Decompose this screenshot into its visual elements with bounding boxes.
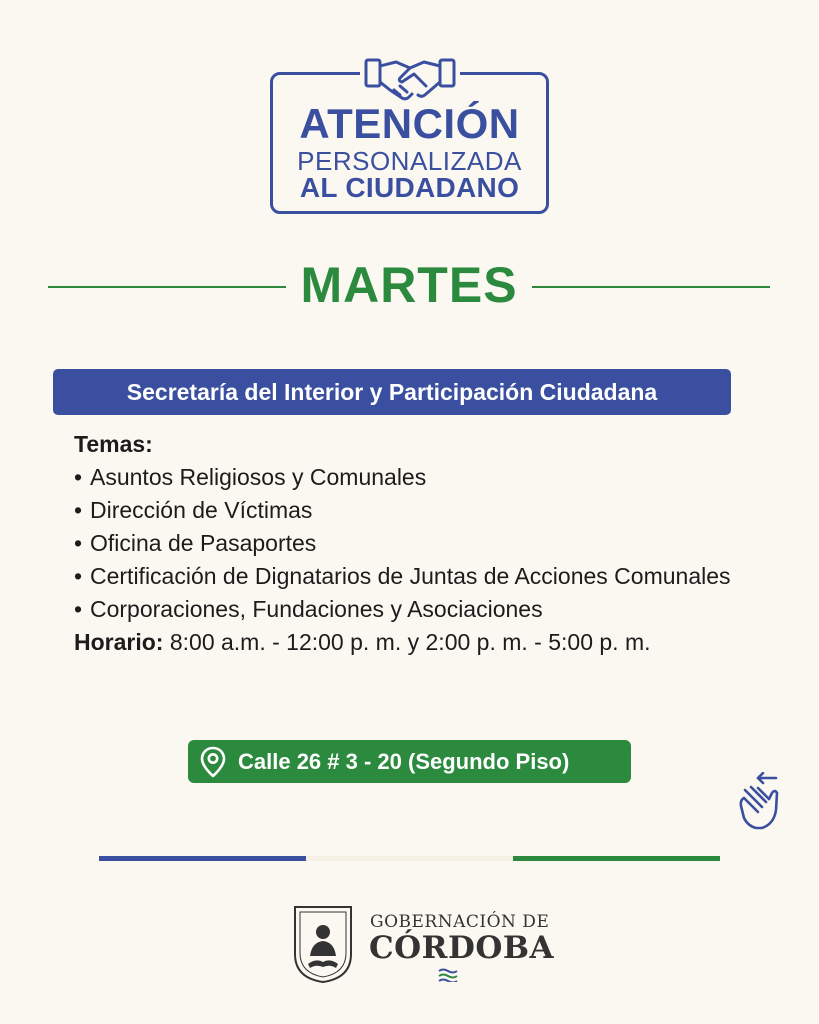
topic-item [74, 560, 774, 593]
gov-line2: CÓRDOBA [369, 930, 555, 966]
topic-text: Dirección de Víctimas [90, 497, 313, 523]
location-pin-icon [198, 745, 228, 779]
day-divider-right [532, 286, 770, 288]
bullet: • [74, 497, 83, 523]
handshake-icon [360, 50, 460, 106]
bullet: • [74, 464, 83, 490]
secretaria-banner [53, 369, 731, 415]
header-title-line2: PERSONALIZADA [297, 146, 522, 176]
topics-label: Temas: [74, 431, 153, 457]
schedule-value: 8:00 a.m. - 12:00 p. m. y 2:00 p. m. - 5:00 p. m. [169, 629, 651, 655]
stripe-green [513, 856, 720, 861]
bullet: • [74, 596, 83, 622]
address-badge [188, 740, 631, 783]
secretaria-label: Secretaría del Interior y Participación Ciudadana [126, 378, 658, 405]
topic-text: Asuntos Religiosos y Comunales [90, 464, 427, 490]
waves-icon [438, 968, 458, 982]
schedule-label: Horario: [74, 629, 164, 655]
topic-item [74, 494, 774, 527]
bullet: • [74, 563, 83, 589]
schedule [74, 626, 774, 659]
topic-item [74, 461, 774, 494]
topic-item [74, 527, 774, 560]
day-divider-left [48, 286, 286, 288]
address-text: Calle 26 # 3 - 20 (Segundo Piso) [238, 748, 570, 774]
stripe-blue [99, 856, 306, 861]
topic-text: Certificación de Dignatarios de Juntas de Acciones Comunales [90, 563, 731, 589]
topic-item [74, 593, 774, 626]
stripe-white [306, 856, 513, 861]
swipe-hand-icon [736, 772, 782, 832]
header-title-line3: AL CIUDADANO [299, 172, 520, 203]
topic-text: Corporaciones, Fundaciones y Asociaciones [90, 596, 543, 622]
bullet: • [74, 530, 83, 556]
gov-line1: GOBERNACIÓN DE [370, 912, 550, 932]
seal-logo [292, 904, 354, 984]
topic-text: Oficina de Pasaportes [90, 530, 317, 556]
topics-section [74, 428, 774, 659]
day-title: MARTES [300, 257, 518, 313]
header-title-line1: ATENCIÓN [299, 100, 520, 147]
